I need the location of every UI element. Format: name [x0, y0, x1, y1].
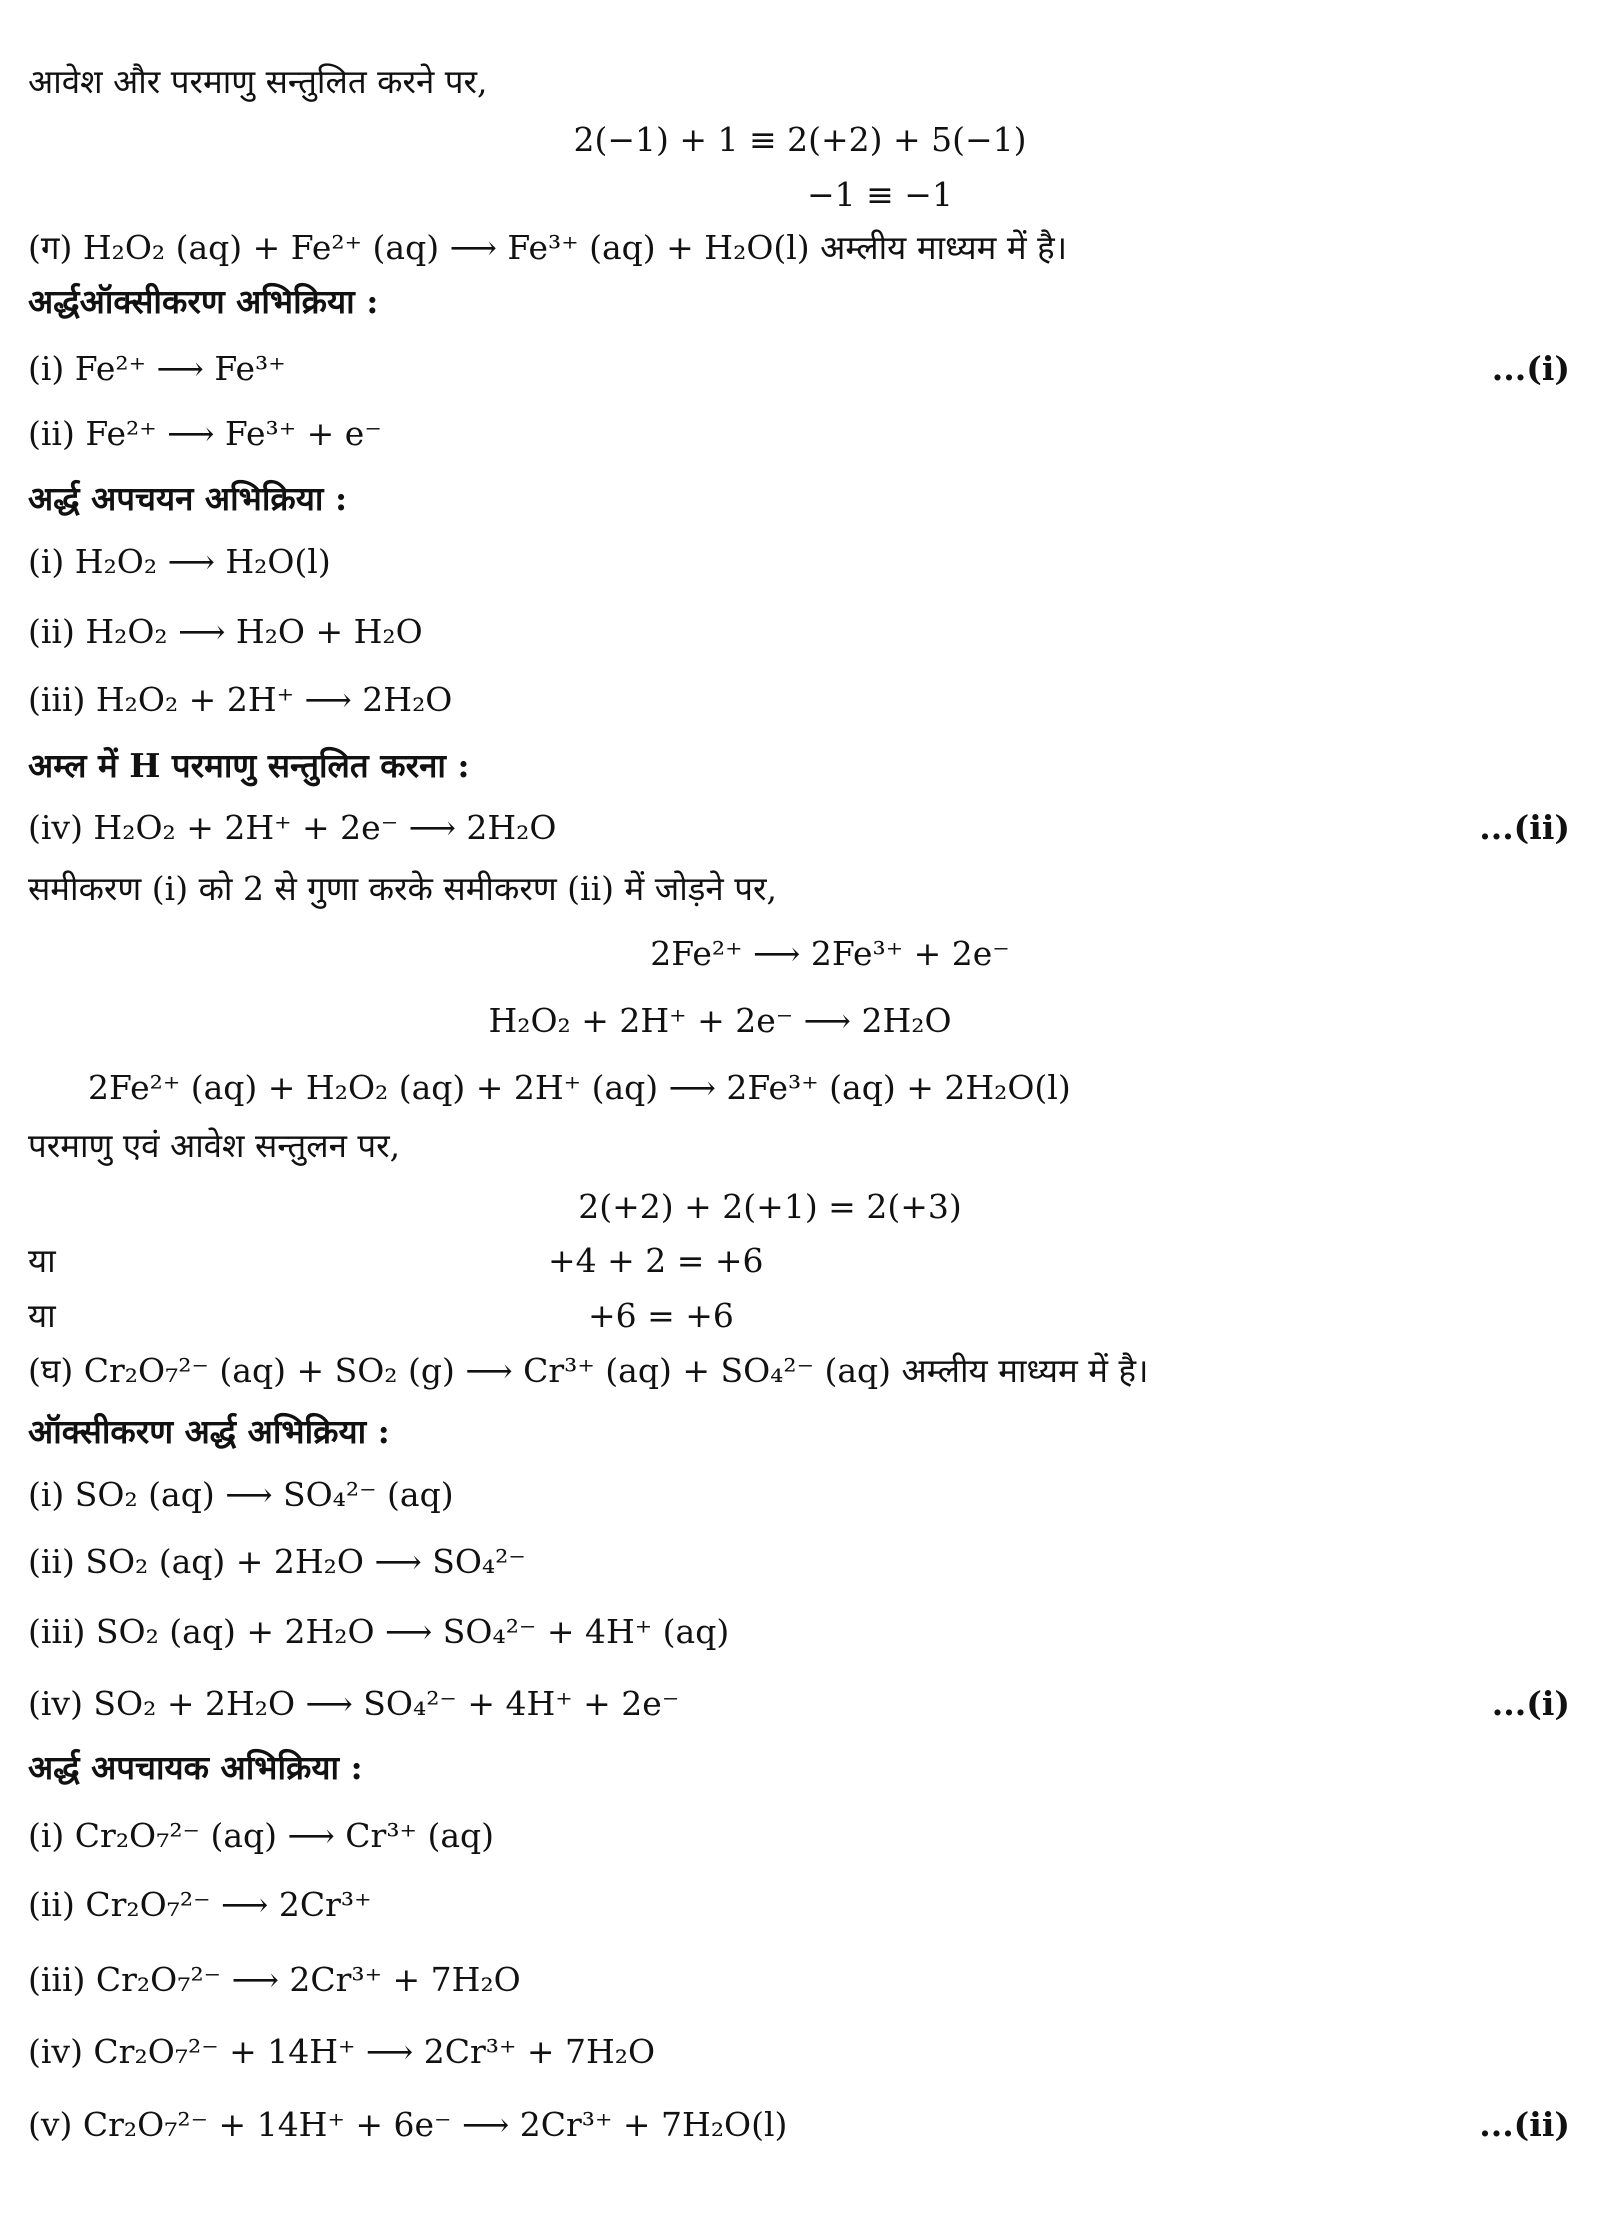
text-line: परमाणु एवं आवेश सन्तुलन पर,: [28, 1125, 401, 1165]
equation-line: 2Fe²⁺ ⟶ 2Fe³⁺ + 2e⁻: [650, 933, 1010, 973]
equation-line: (घ) Cr₂O₇²⁻ (aq) + SO₂ (g) ⟶ Cr³⁺ (aq) + SO₄²⁻ (aq) अम्लीय माध्यम में है।: [28, 1350, 1149, 1390]
equation-line: (ii) Cr₂O₇²⁻ ⟶ 2Cr³⁺: [28, 1884, 372, 1924]
equation-line: (i) SO₂ (aq) ⟶ SO₄²⁻ (aq): [28, 1474, 454, 1514]
equation-line: (iv) SO₂ + 2H₂O ⟶ SO₄²⁻ + 4H⁺ + 2e⁻ ...(i): [28, 1683, 1570, 1723]
equation-line: −1 ≡ −1: [807, 174, 953, 214]
equation-line: (iii) H₂O₂ + 2H⁺ ⟶ 2H₂O: [28, 679, 453, 719]
section-heading: अम्ल में H परमाणु सन्तुलित करना :: [28, 745, 470, 785]
equation-line: (i) Fe²⁺ ⟶ Fe³⁺ ...(i): [28, 348, 1570, 388]
text-line: आवेश और परमाणु सन्तुलित करने पर,: [28, 61, 488, 101]
equation-line: (iii) Cr₂O₇²⁻ ⟶ 2Cr³⁺ + 7H₂O: [28, 1959, 521, 1999]
equation-line: (iii) SO₂ (aq) + 2H₂O ⟶ SO₄²⁻ + 4H⁺ (aq): [28, 1611, 730, 1651]
equation-tag: ...(i): [1491, 1683, 1570, 1723]
equation-line: (iv) H₂O₂ + 2H⁺ + 2e⁻ ⟶ 2H₂O ...(ii): [28, 807, 1570, 847]
equation-line: (ii) H₂O₂ ⟶ H₂O + H₂O: [28, 611, 423, 651]
equation-line: या +4 + 2 = +6: [28, 1240, 764, 1280]
equation-line: (i) Cr₂O₇²⁻ (aq) ⟶ Cr³⁺ (aq): [28, 1815, 495, 1855]
equation-tag: ...(ii): [1479, 807, 1570, 847]
section-heading: अर्द्धऑक्सीकरण अभिक्रिया :: [28, 281, 379, 321]
text-line: समीकरण (i) को 2 से गुणा करके समीकरण (ii) में जोड़ने पर,: [28, 868, 777, 908]
section-heading: ऑक्सीकरण अर्द्ध अभिक्रिया :: [28, 1411, 390, 1451]
or-label: या: [28, 1295, 56, 1335]
equation-line: (v) Cr₂O₇²⁻ + 14H⁺ + 6e⁻ ⟶ 2Cr³⁺ + 7H₂O(l) ...(ii): [28, 2104, 1570, 2144]
section-heading: अर्द्ध अपचयन अभिक्रिया :: [28, 478, 348, 518]
equation-line: (ग) H₂O₂ (aq) + Fe²⁺ (aq) ⟶ Fe³⁺ (aq) + H₂O(l) अम्लीय माध्यम में है।: [28, 227, 1068, 267]
equation-line: 2(−1) + 1 ≡ 2(+2) + 5(−1): [573, 119, 1027, 159]
equation-line: 2Fe²⁺ (aq) + H₂O₂ (aq) + 2H⁺ (aq) ⟶ 2Fe³⁺ (aq) + 2H₂O(l): [88, 1067, 1071, 1107]
or-label: या: [28, 1240, 56, 1280]
equation-line: (i) H₂O₂ ⟶ H₂O(l): [28, 541, 331, 581]
equation-line: या +6 = +6: [28, 1295, 734, 1335]
equation-line: 2(+2) + 2(+1) = 2(+3): [578, 1186, 962, 1226]
equation-tag: ...(i): [1491, 348, 1570, 388]
equation-line: (ii) Fe²⁺ ⟶ Fe³⁺ + e⁻: [28, 413, 382, 453]
equation-line: (ii) SO₂ (aq) + 2H₂O ⟶ SO₄²⁻: [28, 1541, 526, 1581]
equation-tag: ...(ii): [1479, 2104, 1570, 2144]
section-heading: अर्द्ध अपचायक अभिक्रिया :: [28, 1747, 363, 1787]
equation-line: H₂O₂ + 2H⁺ + 2e⁻ ⟶ 2H₂O: [488, 1000, 952, 1040]
equation-line: (iv) Cr₂O₇²⁻ + 14H⁺ ⟶ 2Cr³⁺ + 7H₂O: [28, 2031, 656, 2071]
